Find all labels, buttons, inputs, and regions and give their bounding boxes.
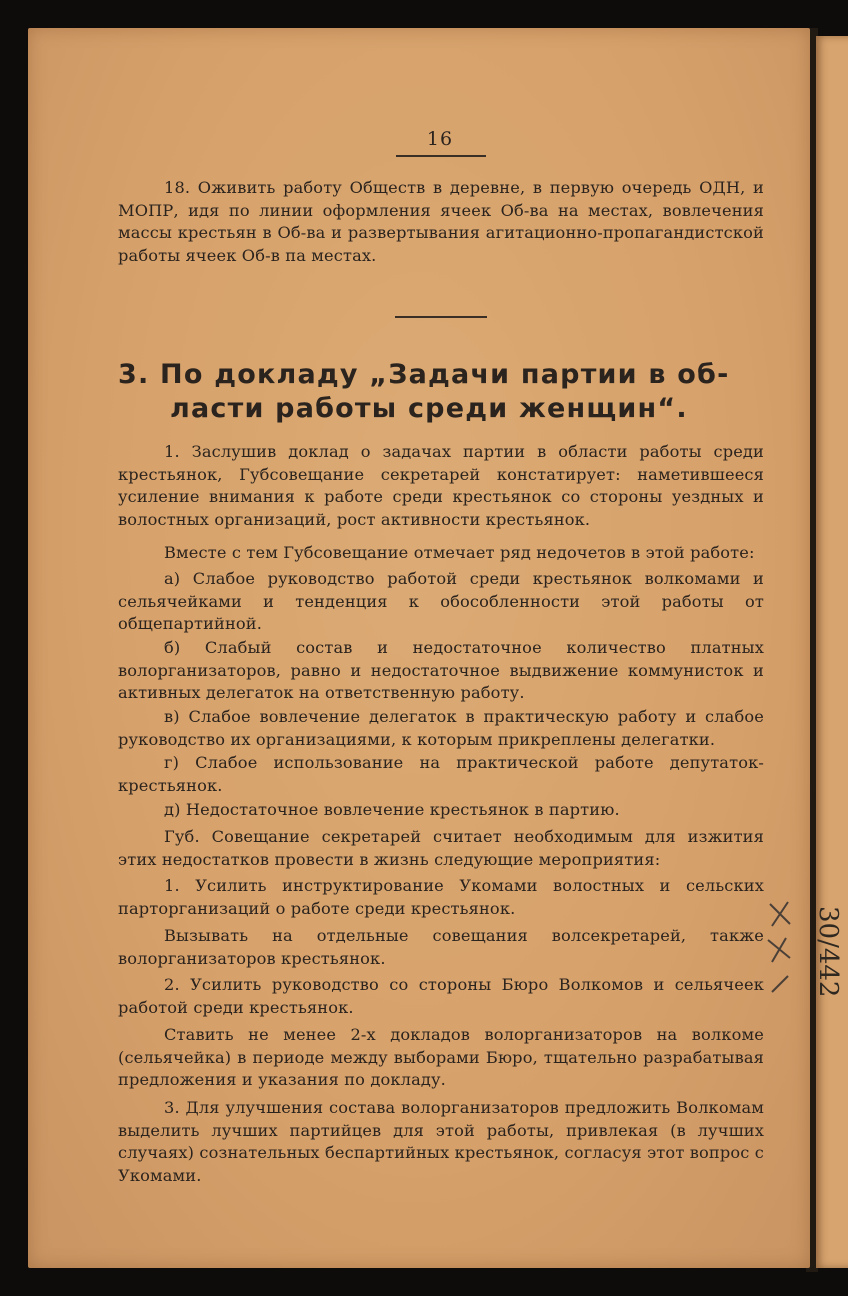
handwritten-archive-number-text: 30/442 <box>813 906 843 998</box>
section-heading <box>118 358 778 426</box>
measure-1: 1. Усилить инструктирование Укомами волостных и сельских парторганизаций о работе среди крестьянок. <box>118 876 764 918</box>
paragraph-measures-intro: Губ. Совещание секретарей считает необходимым для изжития этих недостатков провести в жизнь следующие мероприятия: <box>118 827 764 869</box>
section-heading-line-2: ласти работы среди женщин“. <box>170 393 688 424</box>
page-number-rule <box>396 155 486 157</box>
adjacent-page-edge <box>816 36 848 1268</box>
paragraph-a: а) Слабое руководство работой среди крестьянок волкомами и сельячейками и тенденция к обособленности этой работы от общепартийной. <box>118 569 764 633</box>
paragraph-1: 1. Заслушив доклад о задачах партии в области работы среди крестьянок, Губсовещание секретарей констатирует: наметившееся усиление внимания к работе среди крестьянок со стороны уездных и волостных организаций, рост активности крестьянок. <box>118 442 764 529</box>
measure-1-detail: Вызывать на отдельные совещания волсекретарей, также волорганизаторов крестьянок. <box>118 926 764 968</box>
measure-3: 3. Для улучшения состава волорганизаторов предложить Волкомам выделить лучших партийцев для этой работы, привлекая (в лучших случаях) сознательных беспартийных крестьянок, согласуя этот вопрос с Укомами. <box>118 1098 764 1185</box>
paragraph-d: г) Слабое использование на практической работе депутаток-крестьянок. <box>118 753 764 795</box>
section-divider <box>395 316 487 318</box>
measure-2-detail: Ставить не менее 2-х докладов волорганизаторов на волкоме (сельячейка) в периоде между выборами Бюро, тщательно разрабатывая предложения и указания по докладу. <box>118 1025 764 1089</box>
paragraph-e: д) Недостаточное вовлечение крестьянок в партию. <box>164 800 620 819</box>
measure-2: 2. Усилить руководство со стороны Бюро Волкомов и сельячеек работой среди крестьянок. <box>118 975 764 1017</box>
handwritten-archive-number <box>808 900 848 1060</box>
paragraph-b: б) Слабый состав и недостаточное количество платных волорганизаторов, равно и недостаточное выдвижение коммунисток и активных делегаток на ответственную работу. <box>118 638 764 702</box>
page-number: 16 <box>426 128 454 150</box>
paragraph-c: в) Слабое вовлечение делегаток в практическую работу и слабое руководство их организациями, к которым прикреплены делегатки. <box>118 707 764 749</box>
pencil-margin-marks <box>762 896 802 1006</box>
intro-paragraph: 18. Оживить работу Обществ в деревне, в первую очередь ОДН, и МОПР, идя по линии оформления ячеек Об-ва на местах, вовлечения массы крестьян в Об-ва и развертывания агитационно-пропагандистской работы ячеек Об-в па местах. <box>118 178 764 265</box>
section-heading-line-1: 3. По докладу „Задачи партии в об- <box>118 359 730 390</box>
paragraph-2: Вместе с тем Губсовещание отмечает ряд недочетов в этой работе: <box>164 543 755 562</box>
